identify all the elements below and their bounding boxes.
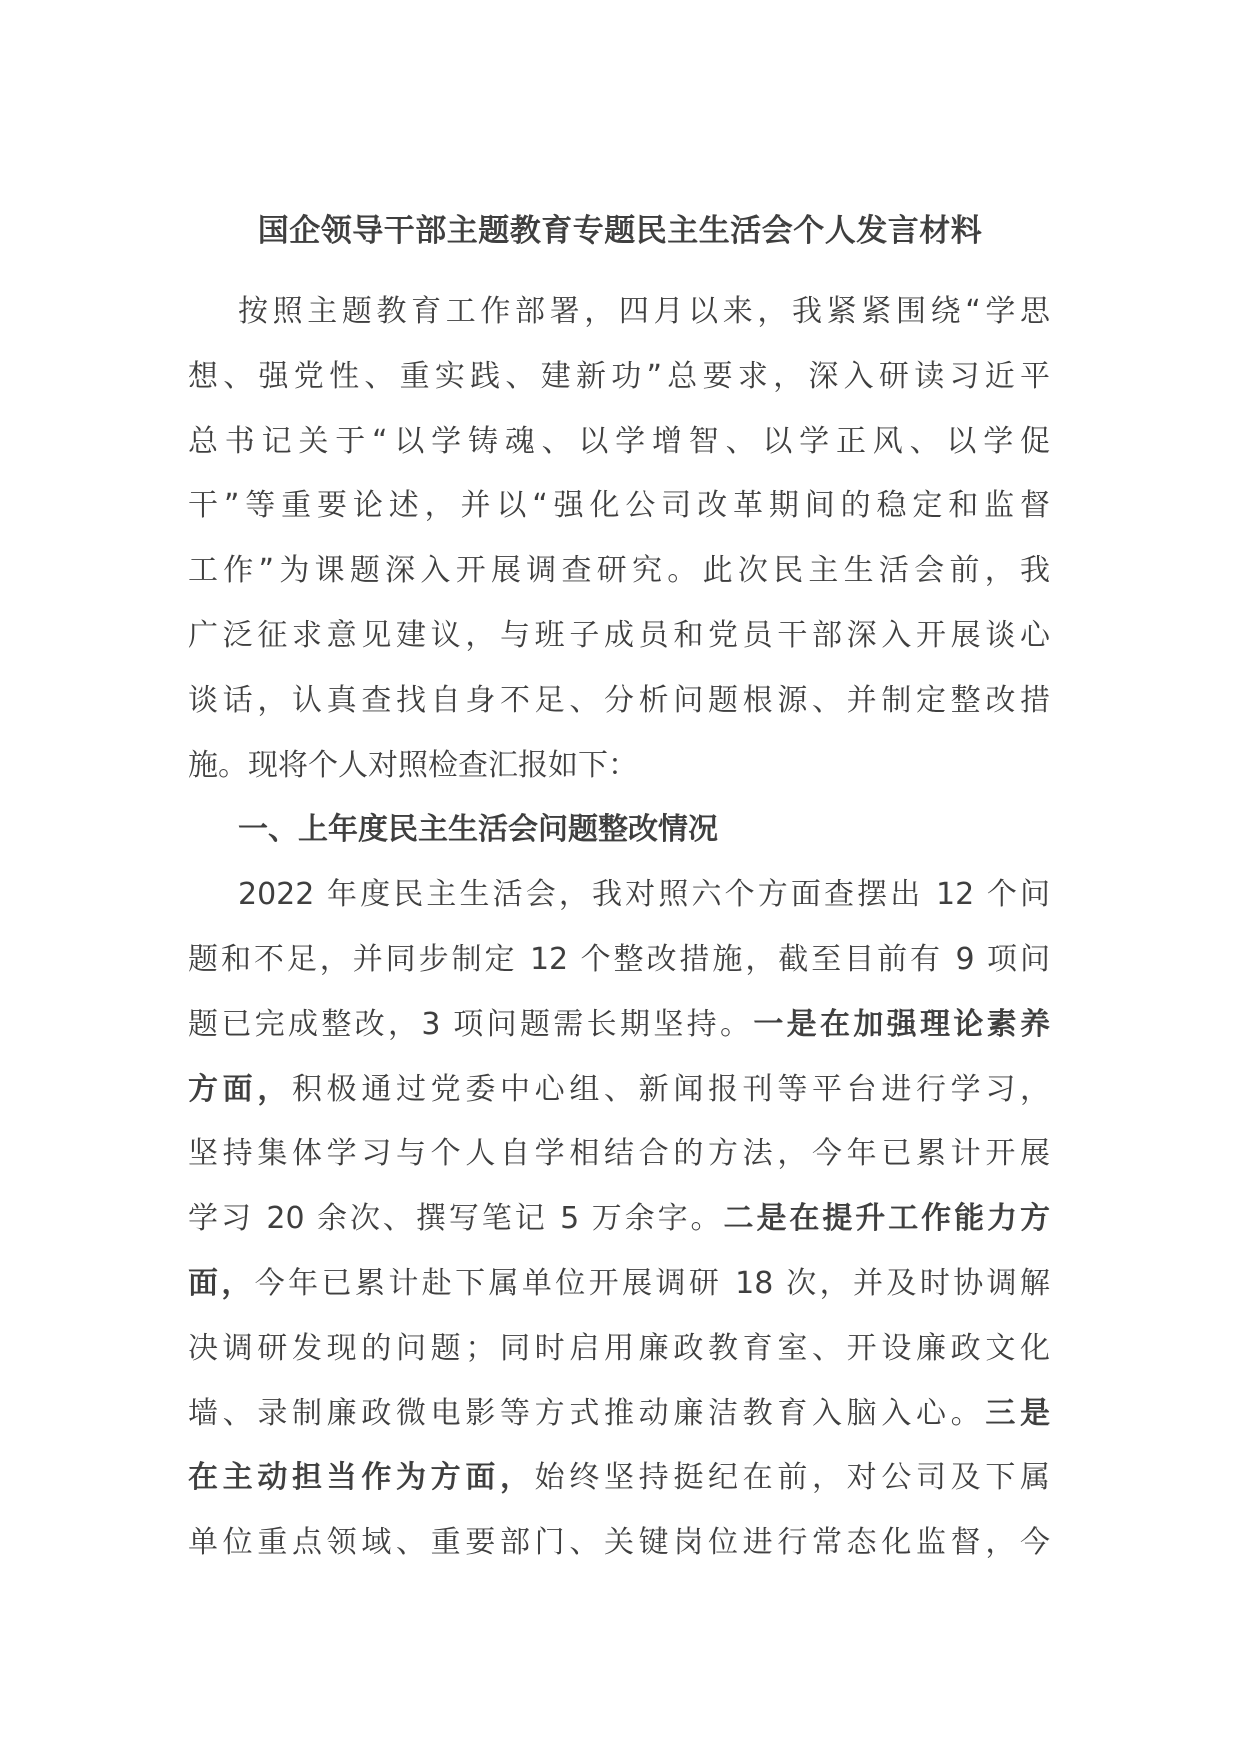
- text: 工作”为课题深入开展调查研究。此次民主生活会前，我: [188, 553, 1050, 589]
- paragraph-line: [188, 604, 1050, 669]
- text: 一、上年度民主生活会问题整改情况: [238, 812, 718, 848]
- text: 干”等重要论述，并以“强化公司改革期间的稳定和监督: [188, 488, 1050, 524]
- bold-text: 一是在加强理论素养: [753, 1006, 1051, 1042]
- paragraph-line: [188, 474, 1050, 539]
- text: 广泛征求意见建议，与班子成员和党员干部深入开展谈心: [188, 617, 1050, 653]
- paragraph-line: [188, 993, 1050, 1058]
- paragraph-line: [188, 1252, 1050, 1317]
- text: 2022 年度民主生活会，我对照六个方面查摆出 12 个问: [238, 877, 1050, 913]
- text: 想、强党性、重实践、建新功”总要求，深入研读习近平: [188, 358, 1050, 394]
- text: 始终坚持挺纪在前，对公司及下属: [534, 1460, 1051, 1496]
- text: 施。现将个人对照检查汇报如下：: [188, 747, 638, 783]
- bold-text: 面，: [188, 1265, 255, 1301]
- document-title: 国企领导干部主题教育专题民主生活会个人发言材料: [257, 213, 983, 249]
- text: 题已完成整改，3 项问题需长期坚持。: [188, 1006, 754, 1042]
- paragraph-line: [188, 863, 1050, 928]
- bold-text: 方面，: [188, 1071, 292, 1107]
- text: 今年已累计赴下属单位开展调研 18 次，并及时协调解: [254, 1265, 1050, 1301]
- text: 墙、录制廉政微电影等方式推动廉洁教育入脑入心。: [188, 1395, 986, 1431]
- paragraph-line: [188, 345, 1050, 410]
- paragraph-line: [188, 1511, 1050, 1576]
- text: 学习 20 余次、撰写笔记 5 万余字。: [188, 1201, 724, 1237]
- paragraph-line: [188, 280, 1050, 345]
- paragraph-line: [188, 410, 1050, 475]
- text: 坚持集体学习与个人自学相结合的方法，今年已累计开展: [188, 1136, 1050, 1172]
- paragraph-line: [188, 1187, 1050, 1252]
- text: 题和不足，并同步制定 12 个整改措施，截至目前有 9 项问: [188, 941, 1050, 977]
- document-body: [188, 280, 1050, 1576]
- bold-text: 二是在提升工作能力方: [723, 1201, 1051, 1237]
- text: 按照主题教育工作部署，四月以来，我紧紧围绕“学思: [238, 294, 1050, 329]
- paragraph-line: [188, 1058, 1050, 1123]
- bold-text: 在主动担当作为方面，: [188, 1460, 535, 1496]
- paragraph-line: [188, 734, 1050, 799]
- paragraph-line: [188, 1317, 1050, 1382]
- bold-text: 三是: [985, 1395, 1051, 1431]
- paragraph-line: [188, 539, 1050, 604]
- paragraph-line: [188, 1446, 1050, 1511]
- text: 总书记关于“以学铸魂、以学增智、以学正风、以学促: [188, 423, 1050, 459]
- text: 决调研发现的问题；同时启用廉政教育室、开设廉政文化: [188, 1330, 1050, 1366]
- text: 谈话，认真查找自身不足、分析问题根源、并制定整改措: [188, 682, 1050, 718]
- text: 积极通过党委中心组、新闻报刊等平台进行学习，: [292, 1071, 1050, 1107]
- section-heading: [188, 798, 1050, 863]
- paragraph-line: [188, 669, 1050, 734]
- paragraph-line: [188, 928, 1050, 993]
- text: 单位重点领域、重要部门、关键岗位进行常态化监督，今: [188, 1525, 1050, 1561]
- paragraph-line: [188, 1382, 1050, 1447]
- paragraph-line: [188, 1122, 1050, 1187]
